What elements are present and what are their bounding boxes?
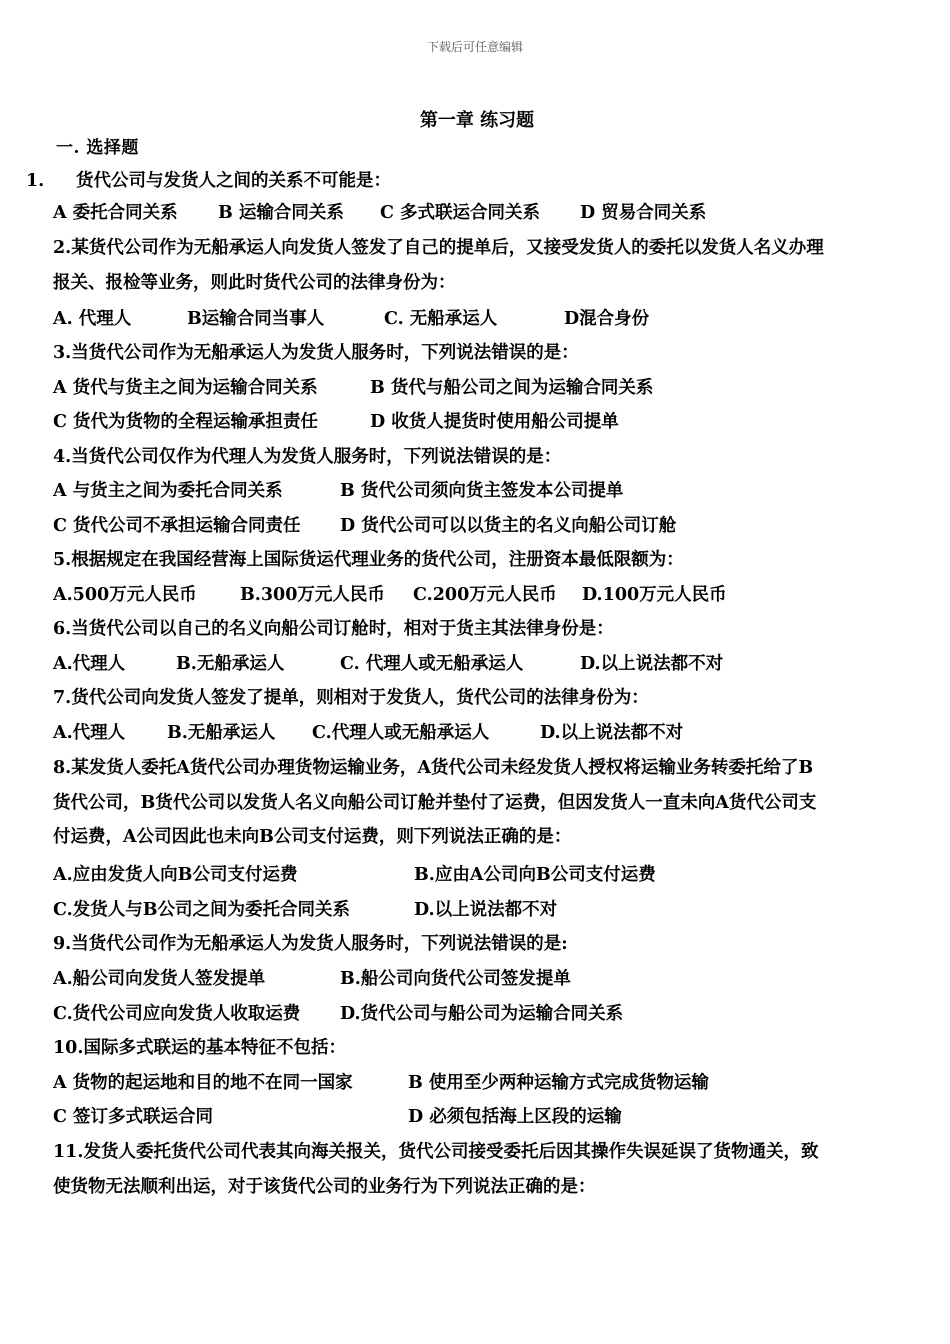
option: D 贸易合同关系 bbox=[580, 203, 707, 223]
section-heading: 一. 选择题 bbox=[56, 138, 139, 158]
option: D.100万元人民币 bbox=[582, 585, 727, 605]
option: A.代理人 bbox=[53, 723, 126, 743]
option: A.应由发货人向B公司支付运费 bbox=[53, 865, 298, 885]
option: B.应由A公司向B公司支付运费 bbox=[414, 865, 656, 885]
question-stem: 11.发货人委托货代公司代表其向海关报关，货代公司接受委托后因其操作失误延误了货物通关，致 bbox=[53, 1142, 819, 1162]
option: B.船公司向货代公司签发提单 bbox=[340, 969, 571, 989]
option: B 运输合同关系 bbox=[218, 203, 344, 223]
question-stem: 8.某发货人委托A货代公司办理货物运输业务，A货代公司未经发货人授权将运输业务转委托给了B bbox=[53, 758, 814, 778]
question-stem: 3.当货代公司作为无船承运人为发货人服务时，下列说法错误的是： bbox=[53, 343, 579, 363]
option: C.发货人与B公司之间为委托合同关系 bbox=[53, 900, 351, 920]
option: D.以上说法都不对 bbox=[540, 723, 684, 743]
option: A.500万元人民币 bbox=[53, 585, 197, 605]
option: A.船公司向发货人签发提单 bbox=[53, 969, 266, 989]
option: A 委托合同关系 bbox=[53, 203, 178, 223]
option: A. 代理人 bbox=[53, 309, 132, 329]
option: C 货代公司不承担运输合同责任 bbox=[53, 516, 301, 536]
question-stem: 货代公司与发货人之间的关系不可能是： bbox=[76, 171, 391, 191]
option: D.以上说法都不对 bbox=[414, 900, 558, 920]
option: D 必须包括海上区段的运输 bbox=[408, 1107, 622, 1127]
option: C 多式联运合同关系 bbox=[380, 203, 541, 223]
option: B.无船承运人 bbox=[176, 654, 285, 674]
option: D 货代公司可以以货主的名义向船公司订舱 bbox=[340, 516, 677, 536]
question-stem: 4.当货代公司仅作为代理人为发货人服务时，下列说法错误的是： bbox=[53, 447, 562, 467]
option: B 货代与船公司之间为运输合同关系 bbox=[370, 378, 654, 398]
option: B运输合同当事人 bbox=[187, 309, 325, 329]
option: B.300万元人民币 bbox=[240, 585, 385, 605]
option: A 货物的起运地和目的地不在同一国家 bbox=[53, 1073, 353, 1093]
question-stem: 9.当货代公司作为无船承运人为发货人服务时，下列说法错误的是: bbox=[53, 934, 568, 954]
question-stem: 6.当货代公司以自己的名义向船公司订舱时，相对于货主其法律身份是： bbox=[53, 619, 614, 639]
question-stem: 2.某货代公司作为无船承运人向发货人签发了自己的提单后，又接受发货人的委托以发货人名义办理 bbox=[53, 238, 824, 258]
option: C 货代为货物的全程运输承担责任 bbox=[53, 412, 319, 432]
question-stem: 使货物无法顺利出运，对于该货代公司的业务行为下列说法正确的是： bbox=[53, 1177, 596, 1197]
option: D.货代公司与船公司为运输合同关系 bbox=[340, 1004, 624, 1024]
option: A 货代与货主之间为运输合同关系 bbox=[53, 378, 318, 398]
option: C.200万元人民币 bbox=[413, 585, 557, 605]
option: C.代理人或无船承运人 bbox=[312, 723, 490, 743]
option: C 签订多式联运合同 bbox=[53, 1107, 214, 1127]
question-stem: 付运费，A公司因此也未向B公司支付运费，则下列说法正确的是： bbox=[53, 827, 572, 847]
question-stem: 10.国际多式联运的基本特征不包括： bbox=[53, 1038, 346, 1058]
option: A.代理人 bbox=[53, 654, 126, 674]
option: A 与货主之间为委托合同关系 bbox=[53, 481, 283, 501]
question-stem: 报关、报检等业务，则此时货代公司的法律身份为： bbox=[53, 273, 456, 293]
option: B 货代公司须向货主签发本公司提单 bbox=[340, 481, 624, 501]
option: C.货代公司应向发货人收取运费 bbox=[53, 1004, 301, 1024]
question-stem: 5.根据规定在我国经营海上国际货运代理业务的货代公司，注册资本最低限额为： bbox=[53, 550, 684, 570]
option: D.以上说法都不对 bbox=[580, 654, 724, 674]
option: C. 无船承运人 bbox=[384, 309, 498, 329]
option: B 使用至少两种运输方式完成货物运输 bbox=[408, 1073, 709, 1093]
page-title: 第一章 练习题 bbox=[419, 110, 535, 131]
header-note: 下载后可任意编辑 bbox=[426, 40, 523, 54]
question-number: 1. bbox=[26, 171, 45, 191]
option: D 收货人提货时使用船公司提单 bbox=[370, 412, 619, 432]
option: B.无船承运人 bbox=[167, 723, 276, 743]
question-stem: 7.货代公司向发货人签发了提单，则相对于发货人，货代公司的法律身份为： bbox=[53, 688, 649, 708]
option: C. 代理人或无船承运人 bbox=[340, 654, 524, 674]
question-stem: 货代公司，B货代公司以发货人名义向船公司订舱并垫付了运费，但因发货人一直未向A货代公司支 bbox=[53, 793, 817, 813]
option: D混合身份 bbox=[564, 309, 650, 329]
